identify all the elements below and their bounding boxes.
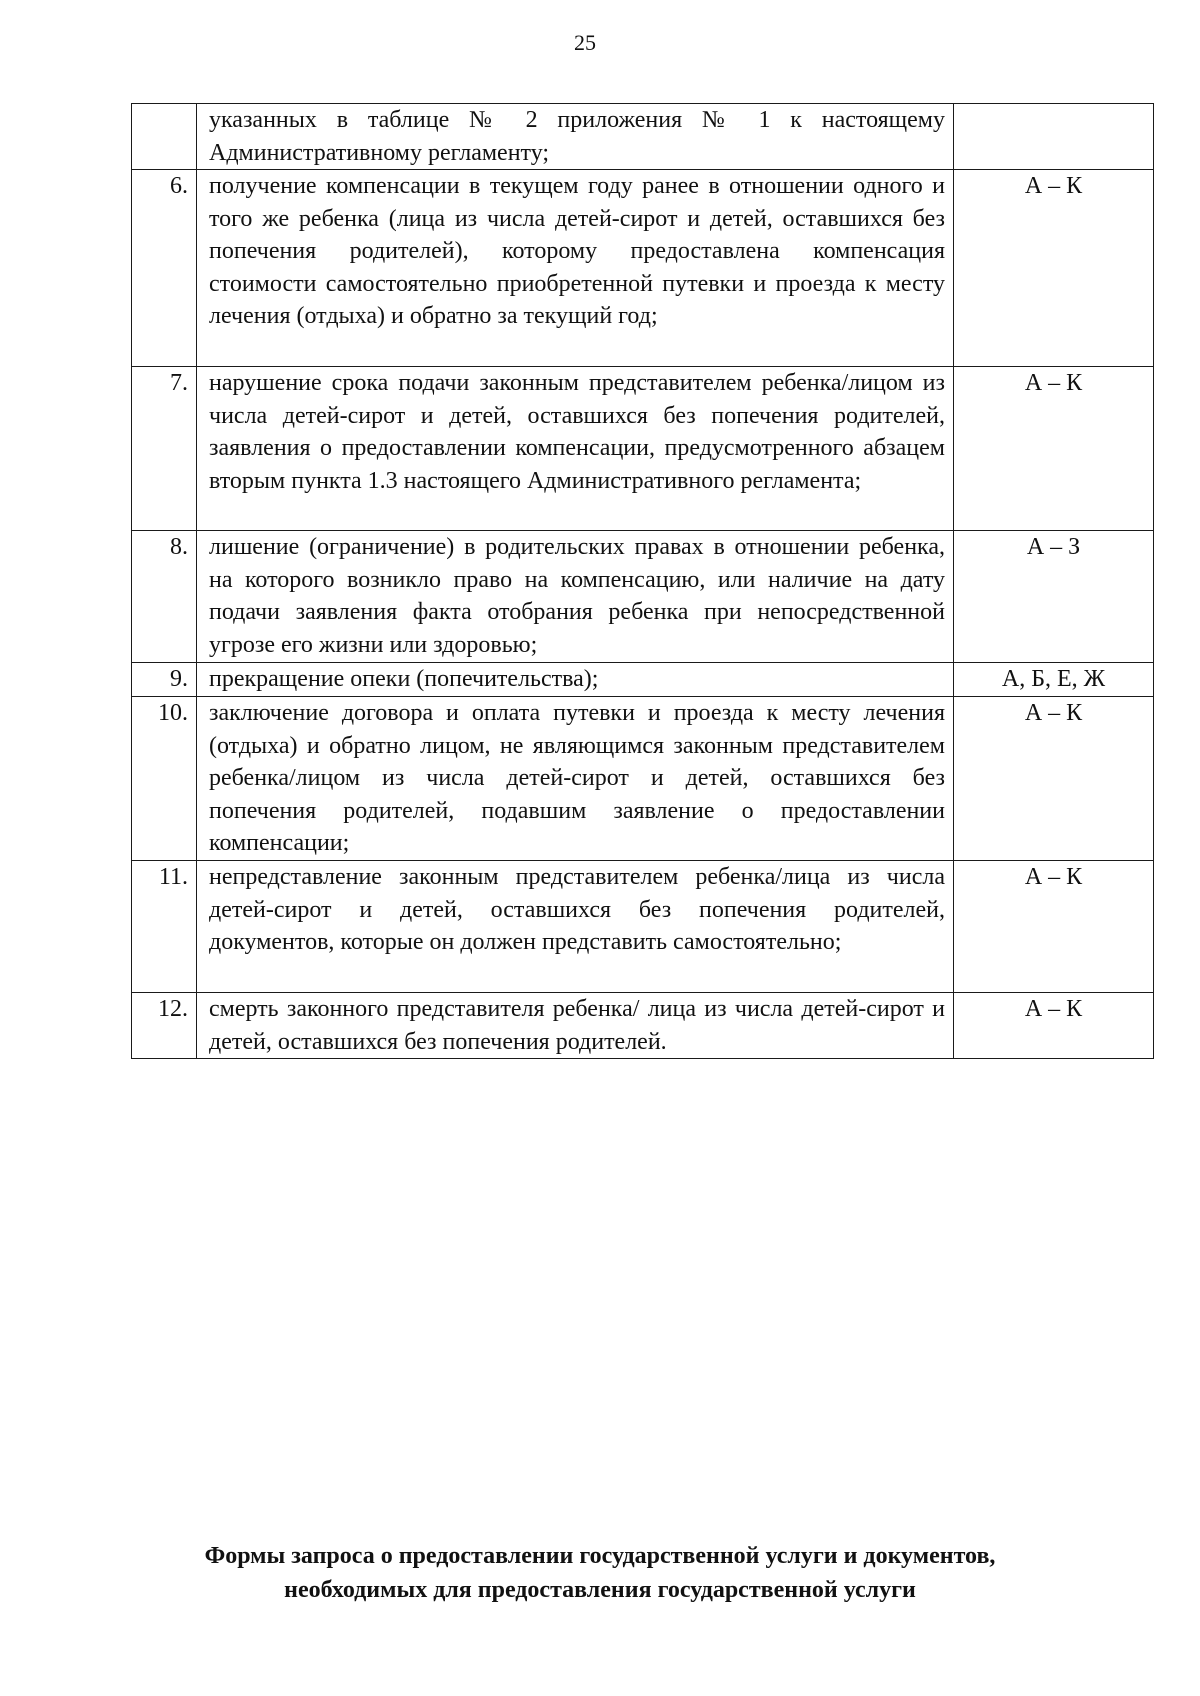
- row-text: получение компенсации в текущем году ранее в отношении одного и того же ребенка (лица из числа детей-сирот и детей, оставшихся без попечения родителей), которому предоставлена компенсация стоимости самостоятельно приобретенной путевки и проезда к месту лечения (отдыха) и обратно за текущий год;: [197, 170, 954, 367]
- row-number: 11.: [132, 861, 197, 993]
- row-categories: А – К: [954, 993, 1154, 1059]
- section-title-line-1: Формы запроса о предоставлении государственной услуги и документов,: [204, 1543, 996, 1569]
- table-row: [132, 697, 1154, 861]
- page-number: 25: [574, 30, 596, 55]
- row-text: лишение (ограничение) в родительских правах в отношении ребенка, на которого возникло право на компенсацию, или наличие на дату подачи заявления факта отобрания ребенка при непосредственной угрозе его жизни или здоровью;: [197, 531, 954, 663]
- row-number: 8.: [132, 531, 197, 663]
- table-row: [132, 170, 1154, 367]
- row-number: 12.: [132, 993, 197, 1059]
- row-number: [132, 104, 197, 170]
- row-categories: А, Б, Е, Ж: [954, 663, 1154, 697]
- section-title: [100, 1539, 1100, 1607]
- row-text: непредставление законным представителем ребенка/лица из числа детей-сирот и детей, оставшихся без попечения родителей, документов, которые он должен представить самостоятельно;: [197, 861, 954, 993]
- row-categories: [954, 104, 1154, 170]
- row-number: 9.: [132, 663, 197, 697]
- row-number: 7.: [132, 367, 197, 531]
- row-categories: А – К: [954, 861, 1154, 993]
- row-text: заключение договора и оплата путевки и проезда к месту лечения (отдыха) и обратно лицом, не являющимся законным представителем ребенка/лицом из числа детей-сирот и детей, оставшихся без попечения родителей, подавшим заявление о предоставлении компенсации;: [197, 697, 954, 861]
- row-number: 6.: [132, 170, 197, 367]
- row-categories: А – З: [954, 531, 1154, 663]
- table-row: [132, 861, 1154, 993]
- table-row: [132, 104, 1154, 170]
- table-row: [132, 993, 1154, 1059]
- table-row: [132, 663, 1154, 697]
- row-text: смерть законного представителя ребенка/ лица из числа детей-сирот и детей, оставшихся без попечения родителей.: [197, 993, 954, 1059]
- row-categories: А – К: [954, 170, 1154, 367]
- section-title-line-2: необходимых для предоставления государственной услуги: [284, 1577, 916, 1603]
- table-row: [132, 367, 1154, 531]
- row-text: указанных в таблице № 2 приложения № 1 к настоящему Административному регламенту;: [197, 104, 954, 170]
- refusal-grounds-table: [131, 103, 1154, 1059]
- row-text: прекращение опеки (попечительства);: [197, 663, 954, 697]
- row-categories: А – К: [954, 367, 1154, 531]
- row-categories: А – К: [954, 697, 1154, 861]
- row-text: нарушение срока подачи законным представителем ребенка/лицом из числа детей-сирот и детей, оставшихся без попечения родителей, заявления о предоставлении компенсации, предусмотренного абзацем вторым пункта 1.3 настоящего Административного регламента;: [197, 367, 954, 531]
- row-number: 10.: [132, 697, 197, 861]
- table-row: [132, 531, 1154, 663]
